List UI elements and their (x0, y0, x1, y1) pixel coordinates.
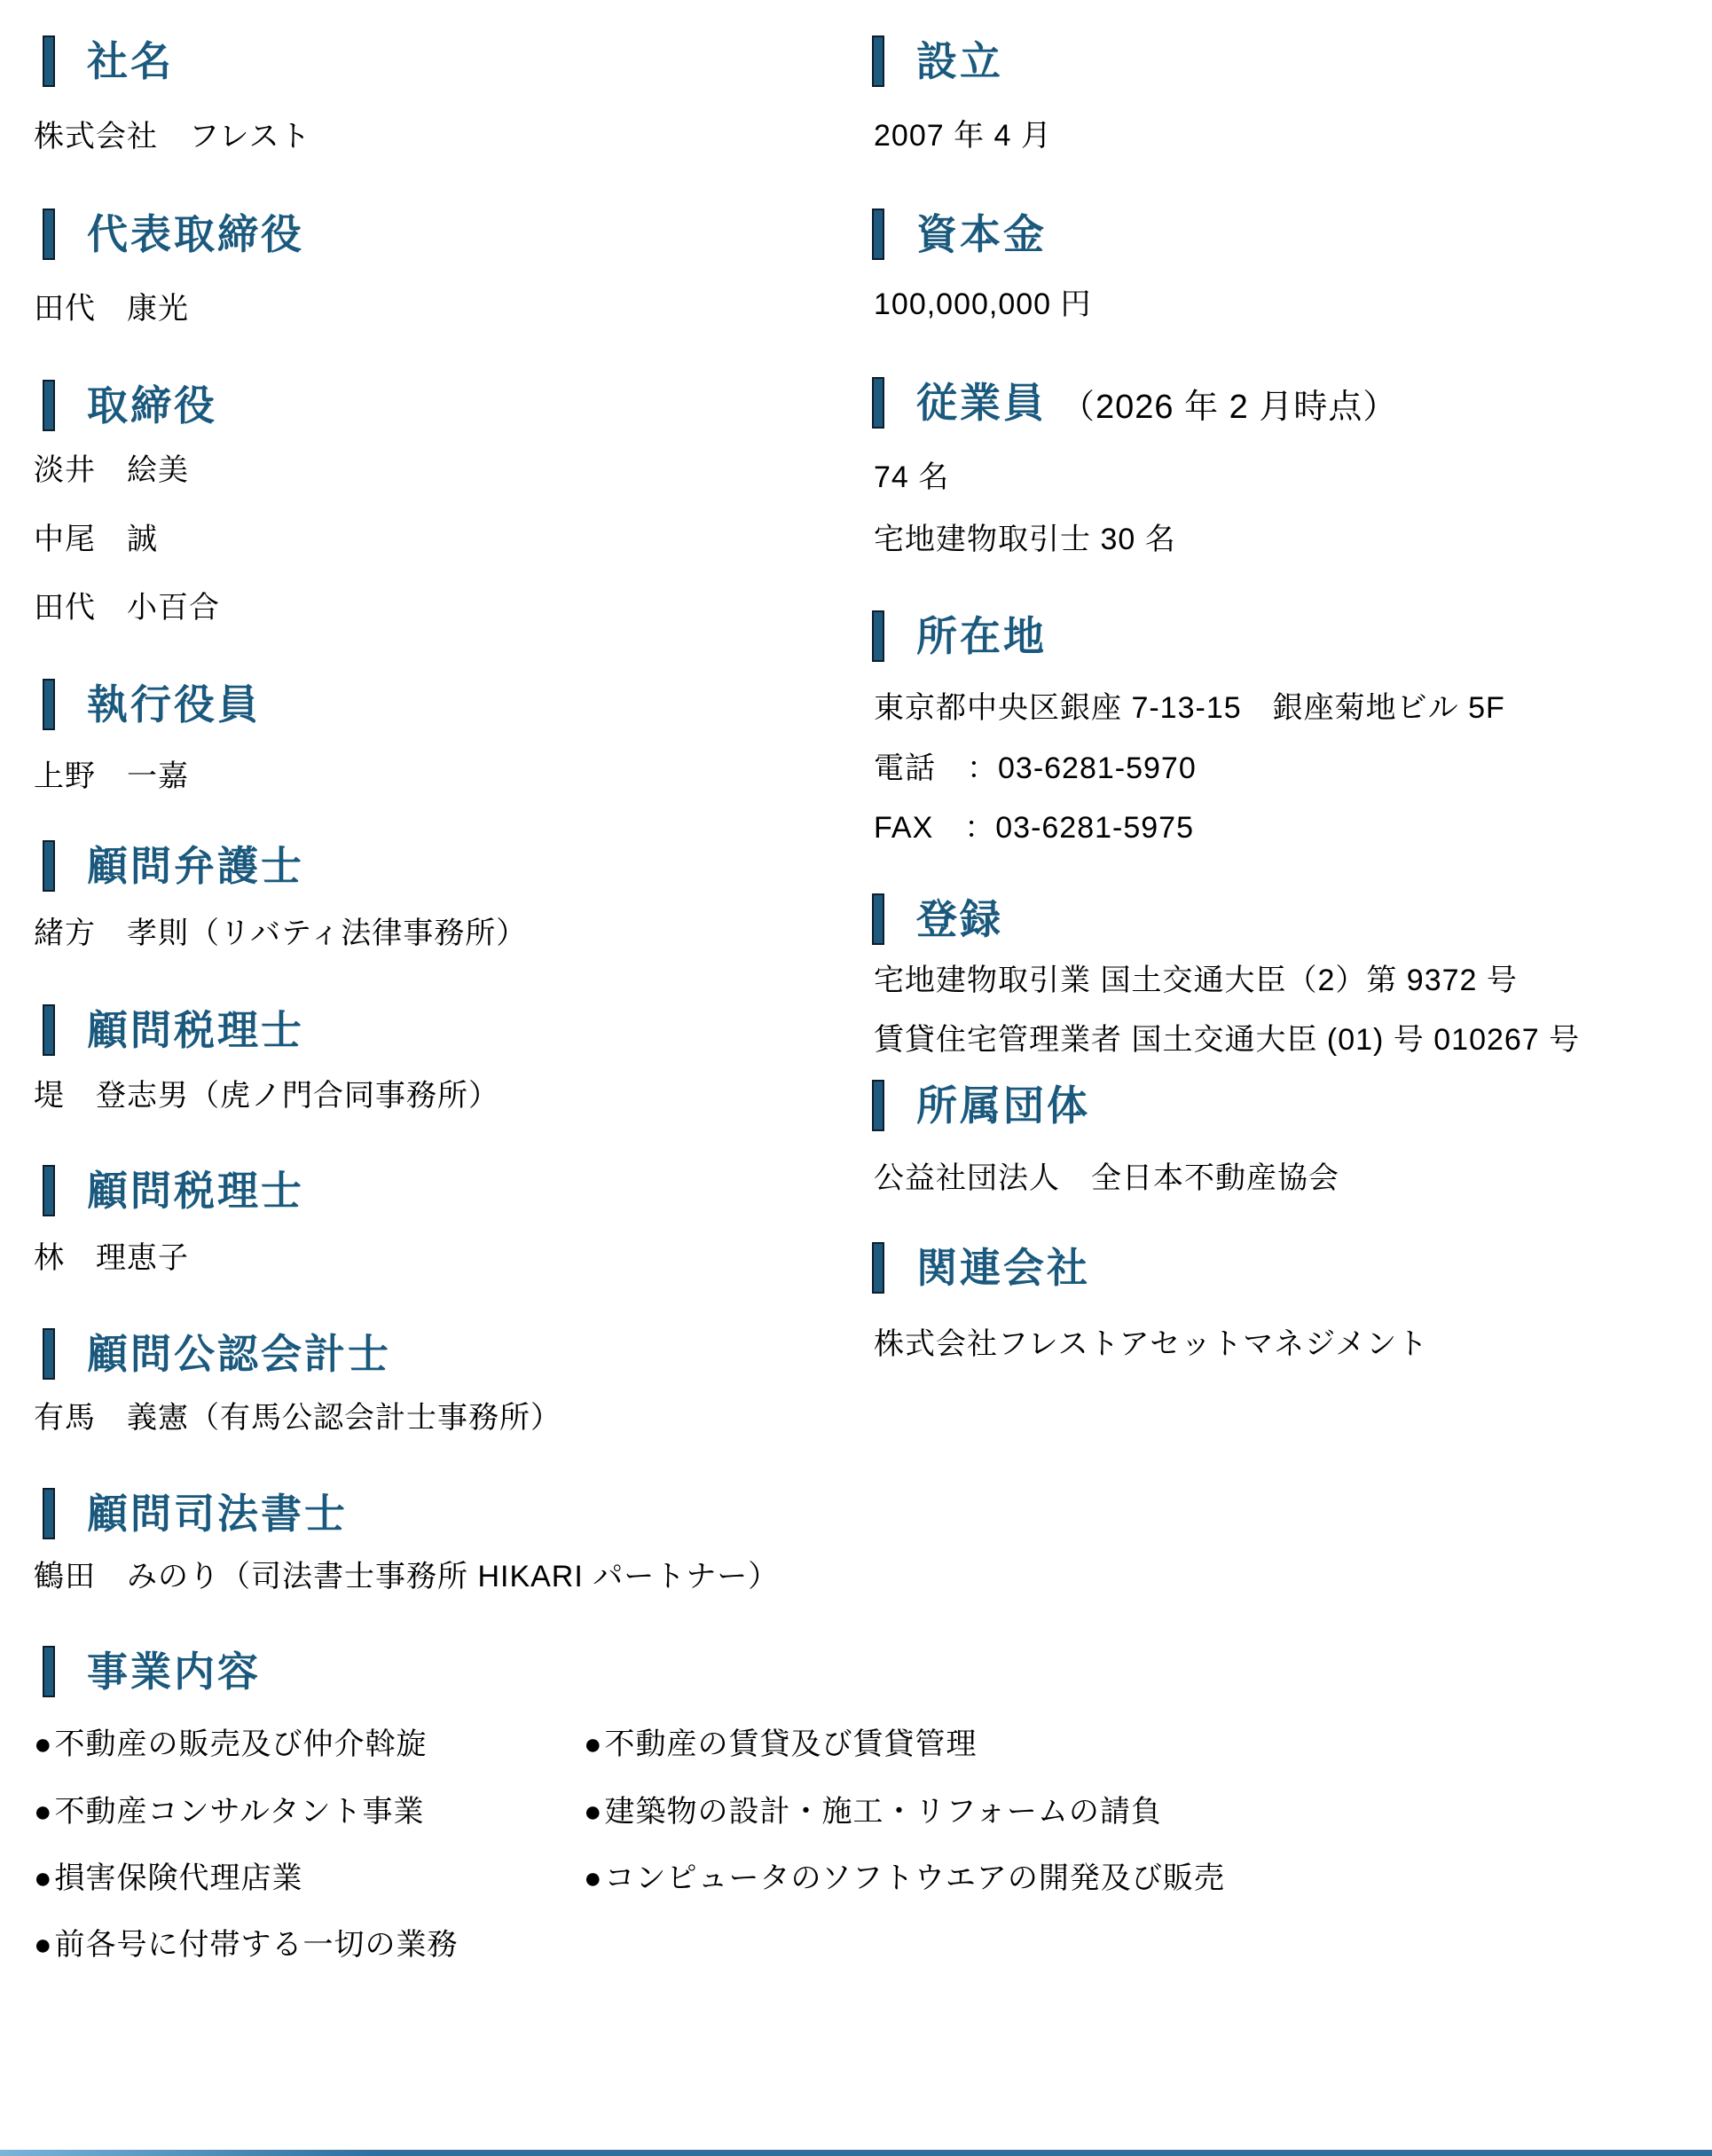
bullet-item-label: コンピュータのソフトウエアの開発及び販売 (604, 1861, 1225, 1895)
bullet-icon: ● (584, 1795, 603, 1829)
section-heading-label: 取締役 (87, 382, 217, 429)
section-heading-label: 顧問税理士 (87, 1007, 304, 1053)
bullet-item (34, 1725, 428, 1764)
bullet-item-label: 前各号に付帯する一切の業務 (54, 1928, 459, 1962)
value-line-advisory-tax-accountant-1-0: 堤 登志男（虎ノ門合同事務所） (34, 1079, 499, 1113)
section-heading-employees (872, 377, 1397, 429)
heading-bar-icon (872, 209, 884, 260)
section-heading-label: 登録 (916, 896, 1003, 942)
heading-bar-icon (43, 1004, 55, 1056)
section-heading-advisory-cpa (43, 1328, 391, 1380)
bullet-item-label: 不動産コンサルタント事業 (54, 1795, 425, 1829)
heading-bar-icon (43, 209, 55, 260)
section-heading-label: 事業内容 (87, 1648, 261, 1695)
section-heading-label: 執行役員 (87, 681, 261, 728)
section-heading-label: 設立 (916, 38, 1003, 84)
value-line-affiliations-0: 公益社団法人 全日本不動産協会 (874, 1161, 1339, 1195)
section-heading-advisory-judicial-scrivener (43, 1488, 348, 1539)
heading-bar-icon (43, 1165, 55, 1216)
heading-bar-icon (872, 35, 884, 87)
value-line-directors-2: 田代 小百合 (34, 591, 220, 625)
bullet-item (584, 1792, 1162, 1831)
bullet-item (584, 1725, 978, 1764)
bullet-icon: ● (34, 1928, 53, 1962)
value-line-related-companies-0: 株式会社フレストアセットマネジメント (874, 1327, 1429, 1361)
heading-bar-icon (872, 1080, 884, 1131)
value-line-advisory-cpa-0: 有馬 義憲（有馬公認会計士事務所） (34, 1401, 562, 1435)
heading-bar-icon (43, 1488, 55, 1539)
section-heading-related-companies (872, 1242, 1090, 1294)
value-line-company-name-0: 株式会社 フレスト (34, 120, 311, 153)
value-line-location-1: 電話 ：03-6281-5970 (874, 751, 1197, 785)
value-line-directors-0: 淡井 絵美 (34, 453, 189, 487)
section-heading-affiliations (872, 1080, 1090, 1131)
bullet-item (584, 1859, 1225, 1898)
section-heading-label: 顧問司法書士 (87, 1491, 348, 1537)
value-line-advisory-lawyer-0: 緒方 孝則（リバティ法律事務所） (34, 917, 528, 950)
bullet-item (34, 1792, 425, 1831)
value-line-employees-0: 74 名 (874, 460, 950, 494)
bullet-icon: ● (34, 1727, 53, 1761)
value-line-established-0: 2007 年 4 月 (874, 119, 1052, 153)
heading-bar-icon (43, 1646, 55, 1697)
bullet-icon: ● (584, 1861, 603, 1895)
value-line-location-0: 東京都中央区銀座 7-13-15 銀座菊地ビル 5F (874, 691, 1505, 725)
value-line-directors-1: 中尾 誠 (34, 523, 158, 556)
value-line-registration-1: 賃貸住宅管理業者 国土交通大臣 (01) 号 010267 号 (874, 1023, 1581, 1057)
bullet-item-label: 不動産の賃貸及び賃貸管理 (604, 1727, 978, 1761)
section-heading-label: 資本金 (916, 211, 1047, 257)
heading-bar-icon (872, 610, 884, 662)
section-heading-directors (43, 380, 217, 431)
bullet-icon: ● (34, 1861, 53, 1895)
value-line-capital-0: 100,000,000 円 (874, 287, 1092, 321)
section-heading-advisory-tax-accountant-2 (43, 1165, 304, 1216)
value-line-registration-0: 宅地建物取引業 国土交通大臣（2）第 9372 号 (874, 964, 1518, 997)
section-heading-location (872, 610, 1047, 662)
section-heading-suffix: （2026 年 2 月時点） (1061, 388, 1398, 426)
section-heading-label: 社名 (87, 38, 174, 84)
heading-bar-icon (43, 35, 55, 87)
section-heading-company-name (43, 35, 174, 87)
bullet-icon: ● (34, 1795, 53, 1829)
heading-bar-icon (872, 377, 884, 429)
bullet-item-label: 不動産の販売及び仲介斡旋 (54, 1727, 428, 1761)
value-line-advisory-judicial-scrivener-0: 鶴田 みのり（司法書士事務所 HIKARI パートナー） (34, 1560, 780, 1593)
section-heading-representative-director (43, 209, 304, 260)
section-heading-label: 所属団体 (916, 1082, 1090, 1129)
section-heading-label: 顧問税理士 (87, 1168, 304, 1214)
heading-bar-icon (872, 1242, 884, 1294)
section-heading-label: 顧問公認会計士 (87, 1331, 391, 1377)
value-line-employees-1: 宅地建物取引士 30 名 (874, 523, 1176, 556)
section-heading-label: 従業員 (916, 380, 1047, 426)
section-heading-label: 代表取締役 (87, 211, 304, 257)
bullet-item-label: 損害保険代理店業 (54, 1861, 303, 1895)
bullet-item (34, 1859, 303, 1898)
section-heading-registration (872, 893, 1003, 945)
bullet-item (34, 1925, 459, 1964)
bullet-icon: ● (584, 1727, 603, 1761)
heading-bar-icon (43, 380, 55, 431)
bullet-item-label: 建築物の設計・施工・リフォームの請負 (604, 1795, 1162, 1829)
section-heading-capital (872, 209, 1047, 260)
section-heading-label: 関連会社 (916, 1245, 1090, 1291)
value-line-executive-officer-0: 上野 一嘉 (34, 759, 189, 793)
value-line-advisory-tax-accountant-2-0: 林 理恵子 (34, 1241, 189, 1275)
section-heading-business (43, 1646, 261, 1697)
section-heading-label: 所在地 (916, 613, 1047, 659)
heading-bar-icon (872, 893, 884, 945)
value-line-representative-director-0: 田代 康光 (34, 292, 189, 326)
section-heading-advisory-tax-accountant-1 (43, 1004, 304, 1056)
section-heading-executive-officer (43, 679, 261, 730)
heading-bar-icon (43, 840, 55, 892)
section-heading-advisory-lawyer (43, 840, 304, 892)
section-heading-label: 顧問弁護士 (87, 843, 304, 889)
bottom-divider-rule (0, 2150, 1712, 2156)
section-heading-established (872, 35, 1003, 87)
heading-bar-icon (43, 679, 55, 730)
heading-bar-icon (43, 1328, 55, 1380)
value-line-location-2: FAX ：03-6281-5975 (874, 811, 1194, 845)
